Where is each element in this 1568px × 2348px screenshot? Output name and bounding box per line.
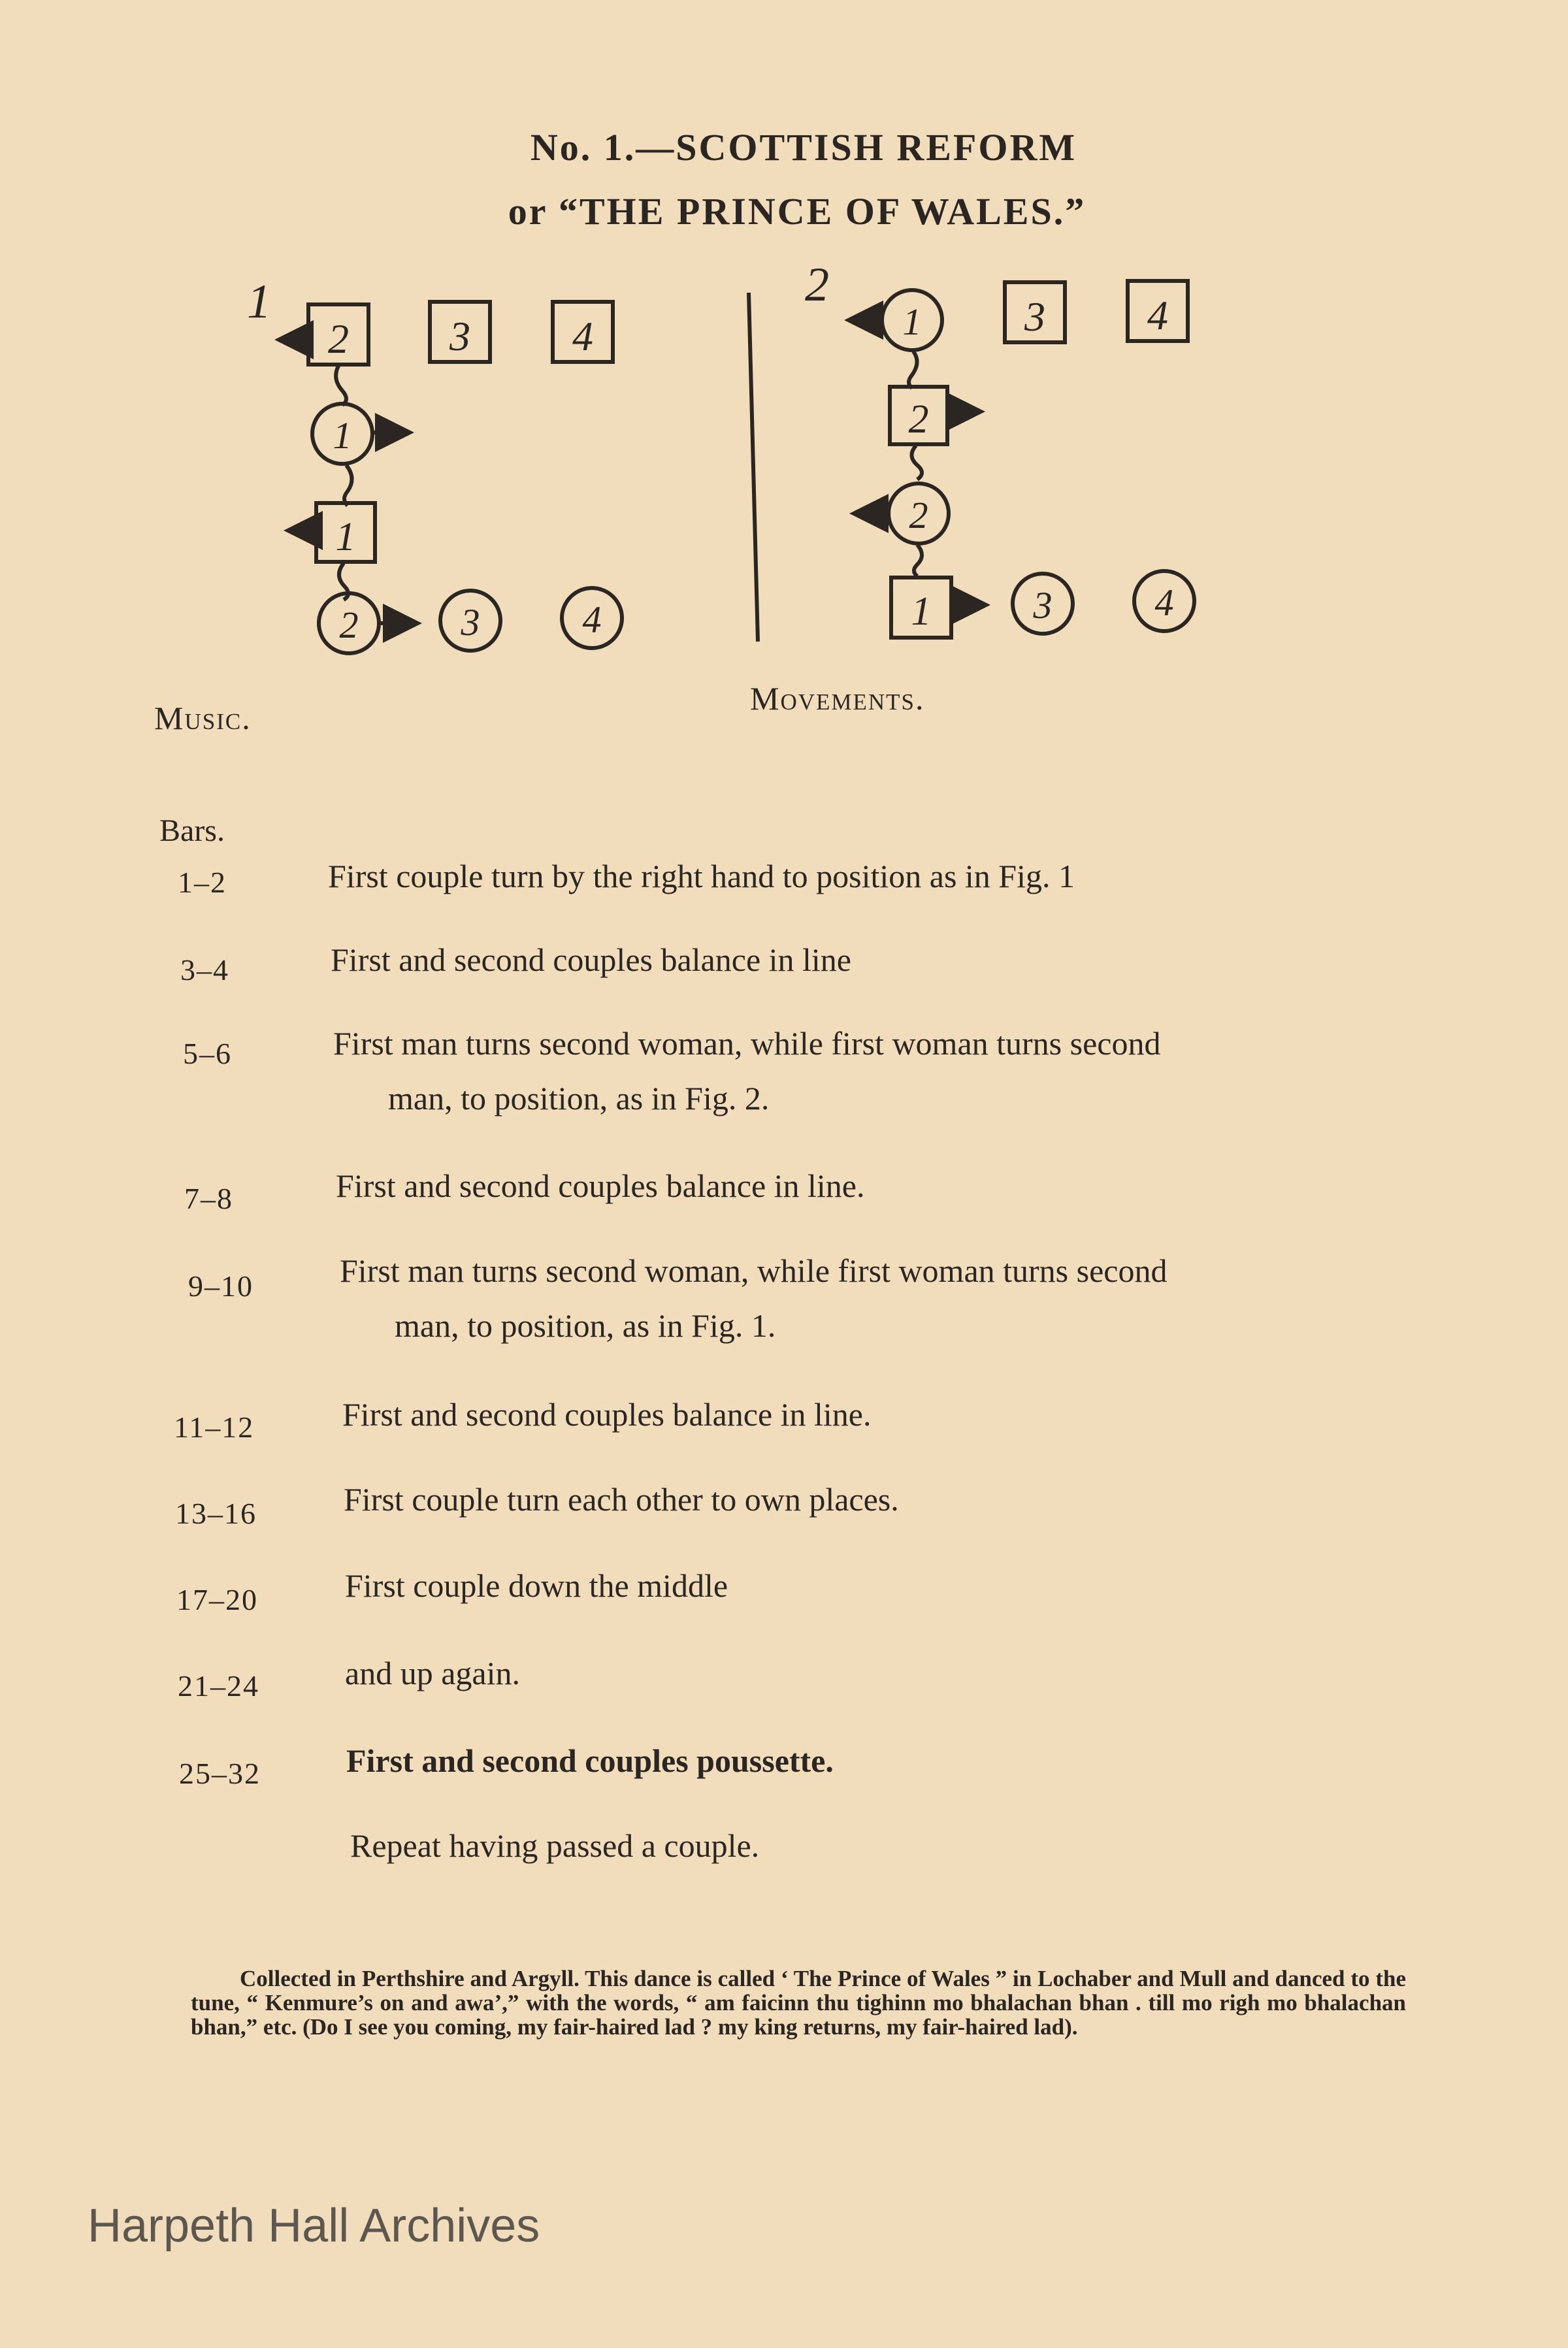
movement-text: First and second couples balance in line. (342, 1396, 872, 1433)
bar-range: 25–32 (179, 1757, 261, 1790)
bar-range: 7–8 (184, 1182, 233, 1215)
movement-text: First and second couples balance in line (331, 941, 851, 978)
fig2-square-col-1-num: 2 (908, 397, 929, 442)
fig2-circle-top-1-num: 1 (902, 301, 922, 343)
fig2-link-2 (911, 446, 922, 480)
bar-range: 21–24 (178, 1669, 259, 1703)
collection-note: Collected in Perthshire and Argyll. This dance is called ‘ The Prince of Wales ” in Lochaber and Mull and danced to the tune, “ Kenmure’s on and awa’,” with the words, “ am faicinn thu tighinn mo bhalachan bhan . till mo righ mo bhalachan bhan,” etc. (Do I see you coming, my fair-haired lad ? my king returns, my fair-haired lad). (191, 1966, 1406, 2040)
fig2-circle-bottom-1-num: 3 (1033, 584, 1053, 627)
movement-text: First couple turn by the right hand to position as in Fig. 1 (328, 858, 1075, 894)
bar-range: 9–10 (188, 1269, 253, 1303)
bar-range: 1–2 (178, 866, 227, 899)
fig1-circle-col-1-num: 1 (333, 414, 352, 457)
fig1-link-2 (344, 465, 352, 506)
fig1-square-top-1-num: 2 (328, 316, 349, 362)
fig1-square-top-2-num: 3 (449, 313, 470, 359)
fig1-circle-bottom-1-num: 3 (461, 601, 480, 644)
archive-watermark: Harpeth Hall Archives (88, 2200, 540, 2252)
bar-range: 5–6 (183, 1037, 232, 1070)
fig2-square-col-2-num: 1 (911, 589, 932, 634)
bar-range: 13–16 (175, 1497, 257, 1530)
fig2-circle-col-num: 2 (909, 494, 928, 536)
title-line-1: No. 1.—SCOTTISH REFORM (530, 126, 1077, 169)
music-heading: Music. (154, 700, 252, 736)
movement-text: First man turns second woman, while first woman turns second (340, 1252, 1168, 1289)
fig1-square-col-num: 1 (335, 515, 356, 559)
bar-range: 3–4 (180, 953, 229, 986)
fig2-circle-bottom-2-num: 4 (1154, 581, 1174, 624)
fig1-circle-bottom-2-num: 4 (582, 598, 602, 641)
movement-text-continued: man, to position, as in Fig. 1. (395, 1307, 776, 1344)
movement-text: First and second couples poussette. (346, 1742, 834, 1779)
bar-range: 11–12 (174, 1410, 255, 1444)
title-line-2: or “THE PRINCE OF WALES.” (508, 190, 1086, 233)
fig1-square-top-3-num: 4 (572, 313, 593, 359)
fig2-link-3 (914, 545, 922, 576)
fig1-circle-col-2-num: 2 (339, 604, 359, 646)
fig2-square-top-3-num: 4 (1147, 292, 1168, 338)
movement-text-continued: man, to position, as in Fig. 2. (388, 1080, 770, 1117)
figure-divider (749, 293, 758, 642)
fig1-link-1 (336, 366, 346, 405)
bar-range: 17–20 (176, 1583, 258, 1616)
movement-text: First couple turn each other to own places. (344, 1481, 899, 1518)
formation-diagrams (0, 248, 1568, 666)
movement-text: First and second couples balance in line. (336, 1167, 865, 1204)
fig2-link-1 (909, 351, 917, 388)
movements-heading: Movements. (750, 680, 925, 717)
movement-text: and up again. (345, 1655, 520, 1691)
bars-label: Bars. (159, 813, 225, 848)
movement-text: Repeat having passed a couple. (350, 1827, 760, 1864)
movement-text: First man turns second woman, while first woman turns second (333, 1025, 1161, 1062)
fig2-label: 2 (805, 258, 829, 312)
movement-text: First couple down the middle (345, 1567, 728, 1604)
fig1-label: 1 (247, 275, 271, 329)
fig2-square-top-2-num: 3 (1024, 293, 1045, 340)
